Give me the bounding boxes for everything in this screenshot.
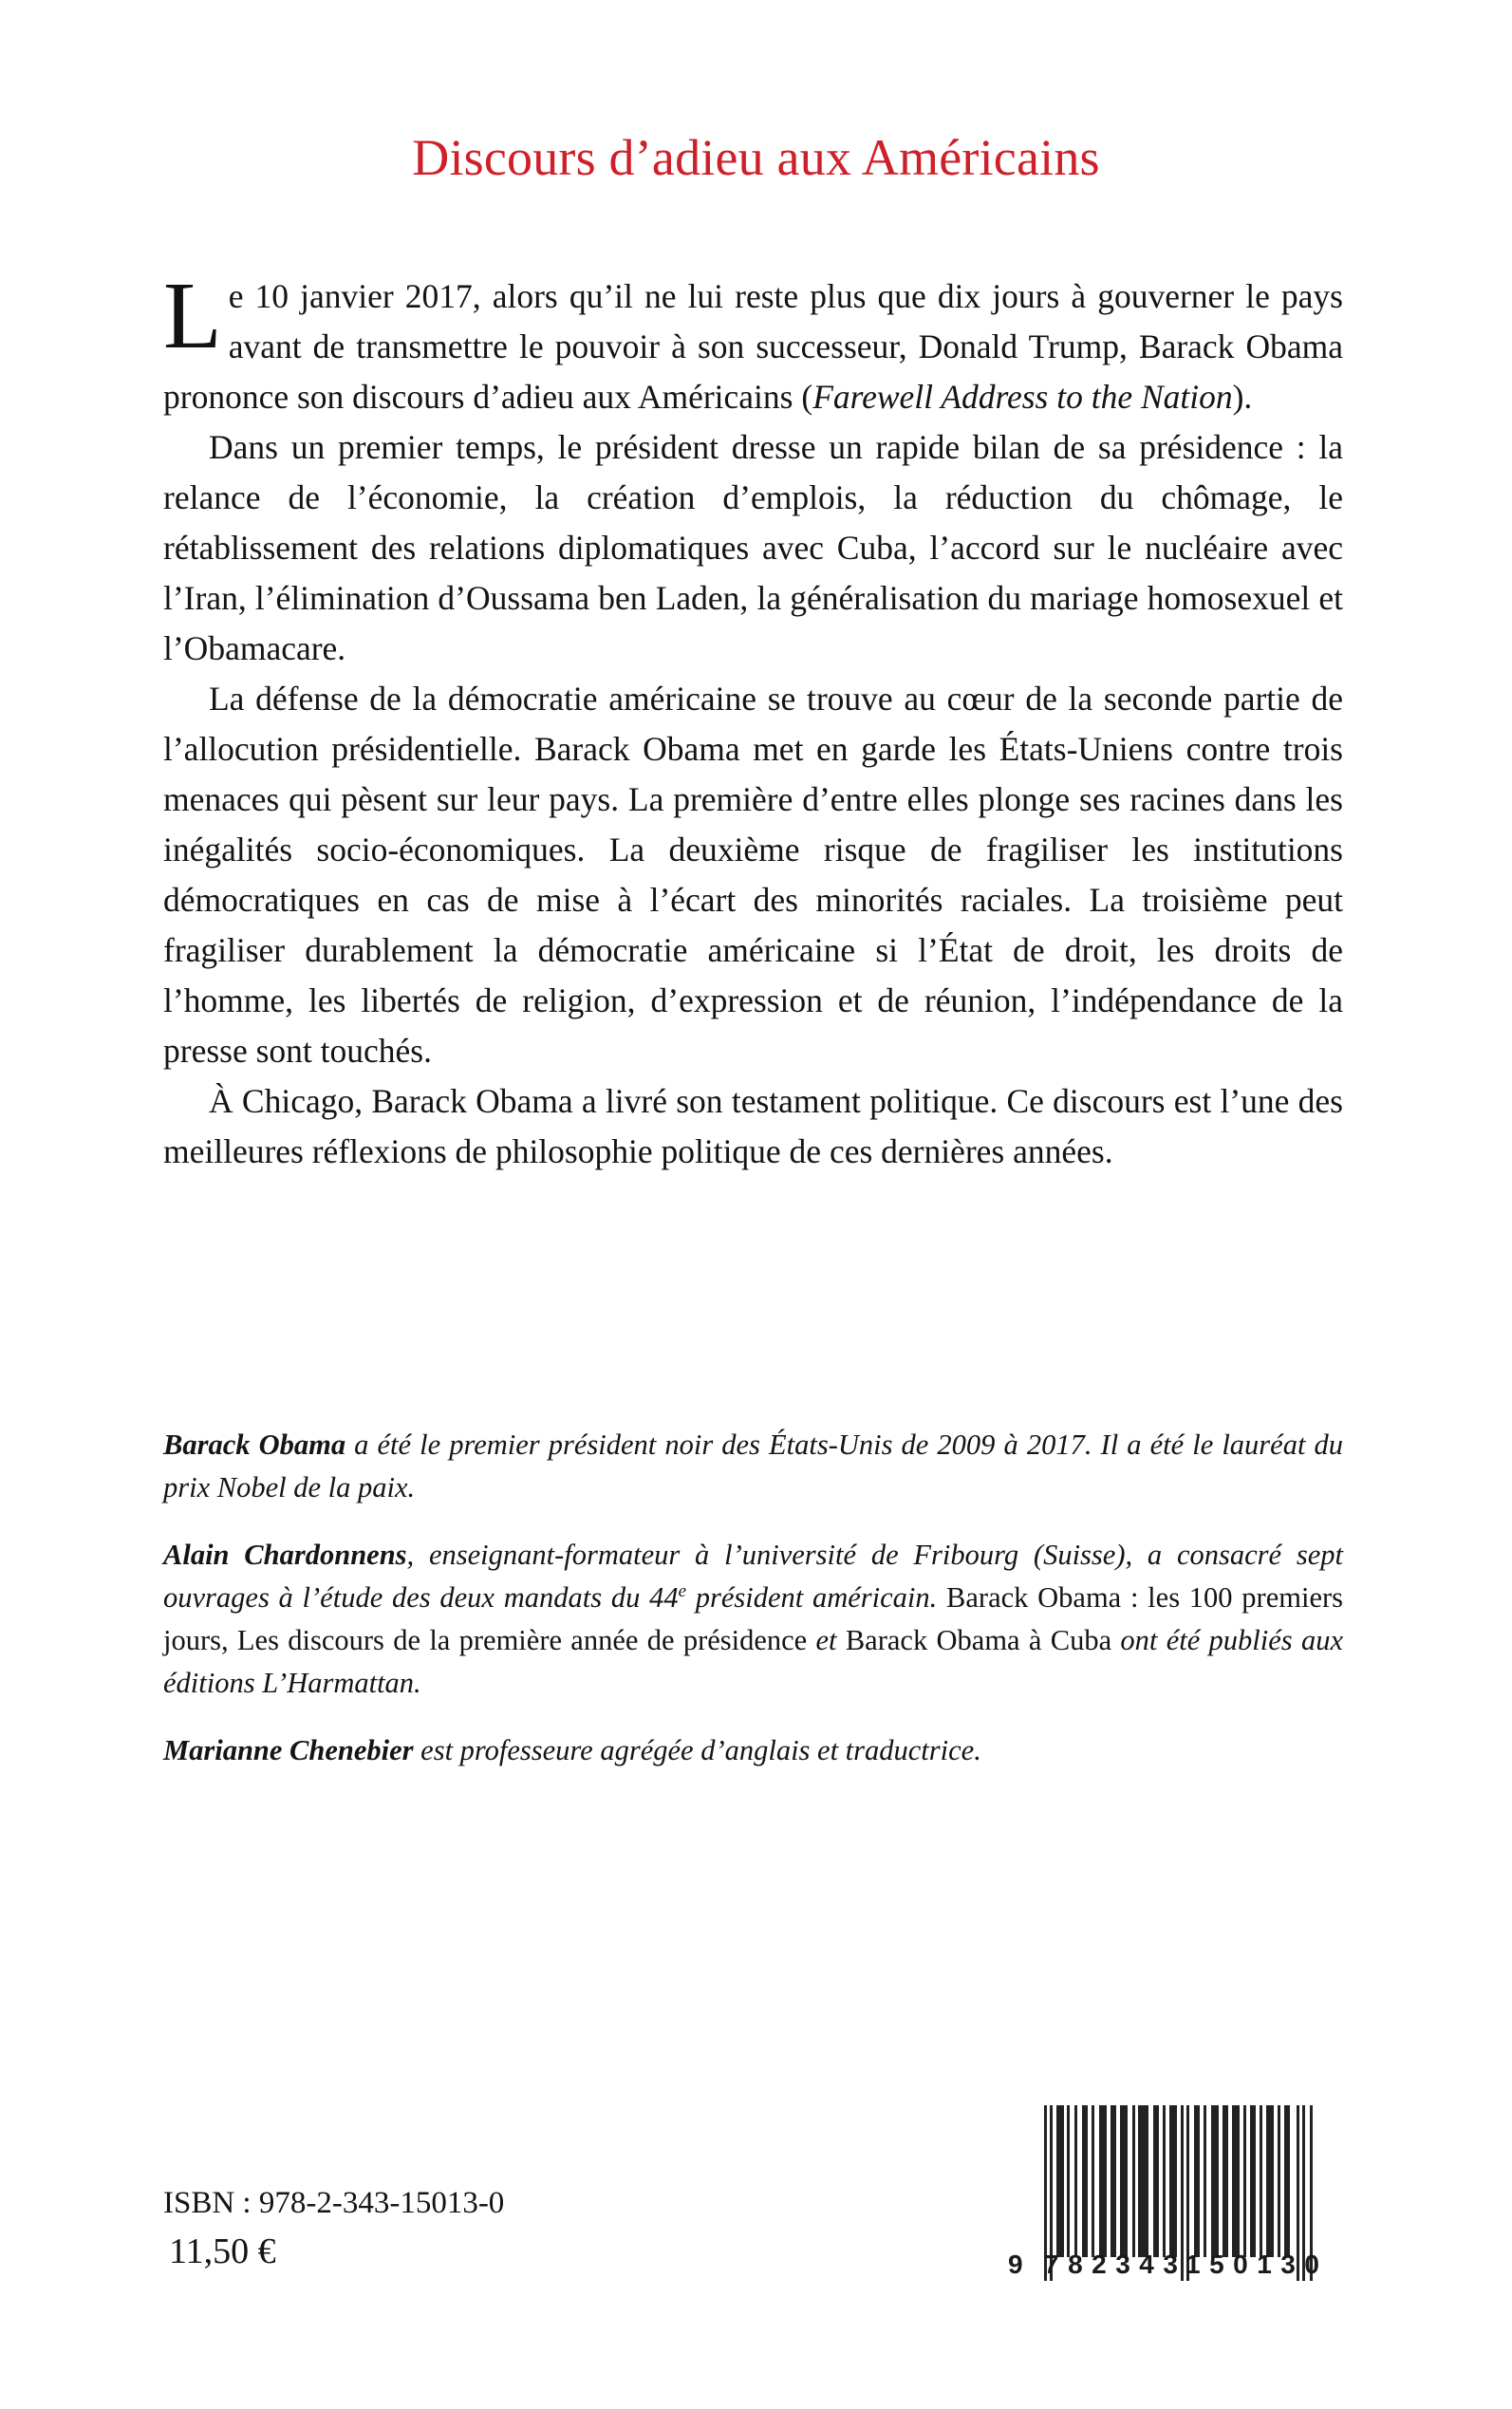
bio-name-chardonnens: Alain Chardonnens [163,1539,407,1571]
isbn-price-block [163,2179,504,2276]
bio-alain-chardonnens [163,1534,1343,1705]
author-bios [163,1424,1343,1772]
bio-text-chardonnens-2: président américain. [685,1581,947,1614]
ean13-barcode [1006,2105,1329,2295]
drop-cap: L [163,262,222,368]
blurb-paragraph-3: La défense de la démocratie américaine se trouve au cœur de la seconde partie de l’allocution présidentielle. Barack Obama met en garde les États-Uniens contre trois menaces qui pèsent sur leur pays. La première d’entre elles plonge ses racines dans les inégalités socio-économiques. La deuxième risque de fragiliser les institutions démocratiques en cas de mise à l’écart des minorités raciales. La troisième peut fragiliser durablement la démocratie américaine si l’État de droit, les droits de l’homme, les libertés de religion, d’expression et de réunion, l’indépendance de la presse sont touchés. [163,680,1343,1070]
blurb-p1-part2: ). [1232,378,1253,416]
bio-text-chardonnens-1: , enseignant-formateur à l’université de Fribourg (Suisse), a consacré sept ouvrages à l’étude des deux mandats du 44 [163,1539,1343,1614]
blurb-paragraph-2: Dans un premier temps, le président dresse un rapide bilan de sa présidence : la relance de l’économie, la création d’emplois, la réduction du chômage, le rétablissement des relations diplomatiques avec Cuba, l’accord sur le nucléaire avec l’Iran, l’élimination d’Oussama ben Laden, la généralisation du mariage homosexuel et l’Obamacare. [163,428,1343,667]
bio-name-obama: Barack Obama [163,1429,346,1461]
bio-marianne-chenebier [163,1729,1343,1772]
bio-text-obama: a été le premier président noir des États-Unis de 2009 à 2017. Il a été le lauréat du prix Nobel de la paix. [163,1429,1344,1503]
bio-text-chenebier: est professeure agrégée d’anglais et traductrice. [413,1734,981,1766]
barcode-left-group: 782343 [1044,2250,1187,2279]
bio-ordinal-suffix: e [678,1580,686,1601]
blurb-paragraph-4: À Chicago, Barack Obama a livré son testament politique. Ce discours est l’une des meilleures réflexions de philosophie politique de ces dernières années. [163,1082,1343,1170]
bio-book-title-2: Barack Obama à Cuba [845,1624,1112,1656]
bio-barack-obama [163,1424,1343,1509]
blurb-p1-part1: e 10 janvier 2017, alors qu’il ne lui reste plus que dix jours à gouverner le pays avant de transmettre le pouvoir à son successeur, Donald Trump, Barack Obama prononce son discours d’adieu aux Américains ( [163,277,1343,416]
blurb-paragraph-1 [163,262,1343,422]
page-title: Discours d’adieu aux Américains [412,129,1100,187]
isbn-text: ISBN : 978-2-343-15013-0 [163,2186,505,2220]
bio-text-chardonnens-3: ont été publiés aux éditions L’Harmattan. [163,1624,1343,1699]
bio-book-title-1: Barack Obama : les 100 premiers jours, Les discours de la première année de présidence [163,1581,1344,1656]
bio-conjunction: et [807,1624,846,1656]
price-text: 11,50 € [169,2232,276,2271]
blurb-text [163,262,1343,1177]
barcode-lead-digit: 9 [1008,2250,1023,2279]
blurb-p1-italic-title: Farewell Address to the Nation [812,378,1233,416]
barcode-right-group: 150130 [1185,2250,1329,2279]
bio-name-chenebier: Marianne Chenebier [163,1734,414,1766]
